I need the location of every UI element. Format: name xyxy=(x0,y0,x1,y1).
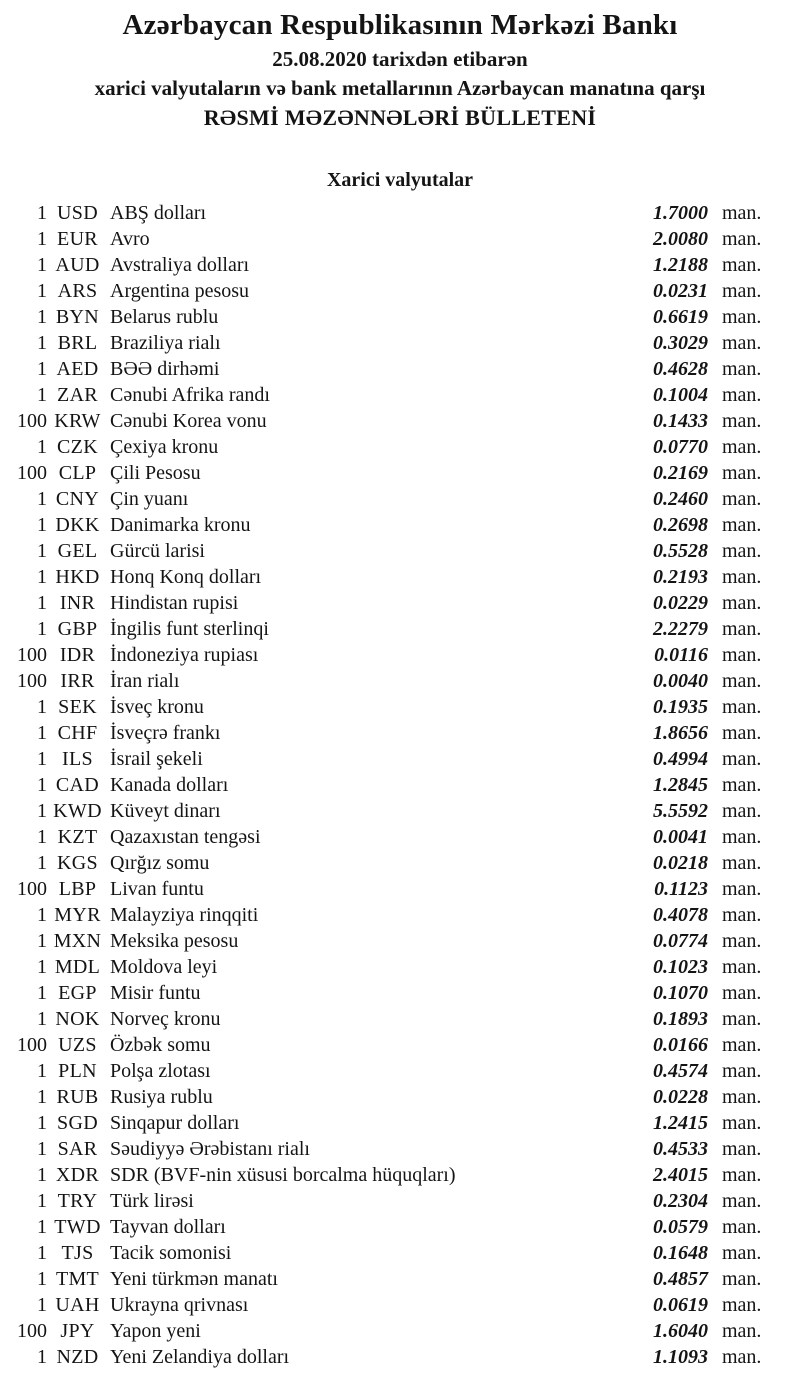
currency-name: İsveç kronu xyxy=(110,695,204,718)
rate-unit: man. xyxy=(722,773,762,796)
rate-unit: man. xyxy=(722,305,762,328)
rate-row xyxy=(0,538,800,564)
currency-name: Səudiyyə Ərəbistanı rialı xyxy=(110,1137,310,1160)
rate-quantity: 1 xyxy=(37,227,47,250)
currency-code: CAD xyxy=(55,773,100,796)
rate-value: 0.4078 xyxy=(653,903,708,926)
rate-unit: man. xyxy=(722,279,762,302)
rate-quantity: 1 xyxy=(37,435,47,458)
rate-value: 0.2698 xyxy=(653,513,708,536)
rate-unit: man. xyxy=(722,1267,762,1290)
currency-name: Polşa zlotası xyxy=(110,1059,211,1082)
currency-code: HKD xyxy=(55,565,100,588)
rate-quantity: 1 xyxy=(37,929,47,952)
rate-quantity: 1 xyxy=(37,1241,47,1264)
currency-name: SDR (BVF-nin xüsusi borcalma hüquqları) xyxy=(110,1163,456,1186)
rate-value: 0.1648 xyxy=(653,1241,708,1264)
rate-row xyxy=(0,304,800,330)
rate-value: 0.2460 xyxy=(653,487,708,510)
currency-name: Gürcü larisi xyxy=(110,539,205,562)
rate-row xyxy=(0,980,800,1006)
rate-quantity: 100 xyxy=(17,1319,47,1342)
rate-value: 0.2304 xyxy=(653,1189,708,1212)
rate-quantity: 1 xyxy=(37,1345,47,1368)
currency-name: Malayziya rinqqiti xyxy=(110,903,259,926)
currency-code: KZT xyxy=(57,825,98,848)
rate-value: 0.0041 xyxy=(653,825,708,848)
rate-unit: man. xyxy=(722,669,762,692)
currency-code: KRW xyxy=(54,409,101,432)
currency-code: IDR xyxy=(59,643,96,666)
rate-value: 0.0770 xyxy=(653,435,708,458)
rate-quantity: 1 xyxy=(37,357,47,380)
currency-code: GBP xyxy=(57,617,98,640)
currency-name: Livan funtu xyxy=(110,877,204,900)
rate-unit: man. xyxy=(722,955,762,978)
currency-code: TJS xyxy=(61,1241,94,1264)
currency-code: NOK xyxy=(55,1007,100,1030)
currency-code: CHF xyxy=(57,721,98,744)
rate-row xyxy=(0,590,800,616)
rate-value: 1.2188 xyxy=(653,253,708,276)
currency-code: TWD xyxy=(54,1215,101,1238)
rate-value: 0.1123 xyxy=(654,877,708,900)
rate-value: 0.1004 xyxy=(653,383,708,406)
rate-unit: man. xyxy=(722,331,762,354)
currency-code: IRR xyxy=(60,669,95,692)
rate-value: 0.2169 xyxy=(653,461,708,484)
rate-row xyxy=(0,746,800,772)
rate-value: 0.4533 xyxy=(653,1137,708,1160)
rate-unit: man. xyxy=(722,903,762,926)
currency-code: CLP xyxy=(58,461,97,484)
rate-unit: man. xyxy=(722,1007,762,1030)
rate-row xyxy=(0,876,800,902)
rate-unit: man. xyxy=(722,747,762,770)
rate-row xyxy=(0,798,800,824)
rate-unit: man. xyxy=(722,253,762,276)
rate-quantity: 1 xyxy=(37,1085,47,1108)
currency-name: Qazaxıstan tengəsi xyxy=(110,825,261,848)
currency-code: BYN xyxy=(55,305,100,328)
rate-unit: man. xyxy=(722,695,762,718)
rate-unit: man. xyxy=(722,929,762,952)
rate-value: 0.0774 xyxy=(653,929,708,952)
currency-name: Çin yuanı xyxy=(110,487,189,510)
currency-name: Braziliya rialı xyxy=(110,331,221,354)
rate-value: 0.6619 xyxy=(653,305,708,328)
rate-unit: man. xyxy=(722,1033,762,1056)
rate-row xyxy=(0,694,800,720)
rate-unit: man. xyxy=(722,201,762,224)
rate-quantity: 1 xyxy=(37,1215,47,1238)
rate-row xyxy=(0,850,800,876)
rate-quantity: 100 xyxy=(17,643,47,666)
rate-row xyxy=(0,512,800,538)
rate-row xyxy=(0,824,800,850)
currency-code: CZK xyxy=(57,435,98,458)
rate-row xyxy=(0,720,800,746)
rate-value: 0.1935 xyxy=(653,695,708,718)
rate-quantity: 100 xyxy=(17,409,47,432)
rate-unit: man. xyxy=(722,435,762,458)
currency-code: NZD xyxy=(56,1345,99,1368)
currency-code: ZAR xyxy=(57,383,98,406)
rates-table xyxy=(0,200,800,1370)
rate-row xyxy=(0,1214,800,1240)
currency-name: Meksika pesosu xyxy=(110,929,239,952)
currency-name: Tayvan dolları xyxy=(110,1215,226,1238)
rate-row xyxy=(0,1058,800,1084)
rate-quantity: 1 xyxy=(37,799,47,822)
currency-name: Rusiya rublu xyxy=(110,1085,213,1108)
rate-value: 0.0231 xyxy=(653,279,708,302)
rate-row xyxy=(0,1188,800,1214)
rate-unit: man. xyxy=(722,851,762,874)
currency-name: BƏƏ dirhəmi xyxy=(110,357,220,380)
currency-name: Türk lirəsi xyxy=(110,1189,194,1212)
rate-row xyxy=(0,642,800,668)
currency-code: GEL xyxy=(57,539,98,562)
rate-quantity: 1 xyxy=(37,695,47,718)
rate-value: 0.0116 xyxy=(654,643,708,666)
rate-value: 5.5592 xyxy=(653,799,708,822)
rate-unit: man. xyxy=(722,1189,762,1212)
rate-value: 0.4857 xyxy=(653,1267,708,1290)
rate-quantity: 1 xyxy=(37,1111,47,1134)
currency-name: Tacik somonisi xyxy=(110,1241,232,1264)
currency-name: Cənubi Korea vonu xyxy=(110,409,267,432)
rate-unit: man. xyxy=(722,1059,762,1082)
rate-row xyxy=(0,278,800,304)
section-title-foreign-currencies: Xarici valyutalar xyxy=(326,169,474,191)
rate-unit: man. xyxy=(722,591,762,614)
currency-code: INR xyxy=(59,591,96,614)
rate-row xyxy=(0,330,800,356)
rate-value: 2.2279 xyxy=(653,617,708,640)
rate-value: 1.2845 xyxy=(653,773,708,796)
rate-quantity: 1 xyxy=(37,1137,47,1160)
currency-name: Belarus rublu xyxy=(110,305,219,328)
rate-quantity: 1 xyxy=(37,383,47,406)
currency-code: SGD xyxy=(57,1111,98,1134)
rate-row xyxy=(0,382,800,408)
official-rates-bulletin-title: RƏSMİ MƏZƏNNƏLƏRİ BÜLLETENİ xyxy=(203,105,597,130)
currency-name: Norveç kronu xyxy=(110,1007,221,1030)
rate-row xyxy=(0,226,800,252)
currency-code: ILS xyxy=(62,747,93,770)
rate-value: 0.5528 xyxy=(653,539,708,562)
rate-unit: man. xyxy=(722,1293,762,1316)
currency-code: EUR xyxy=(57,227,98,250)
currency-code: KWD xyxy=(53,799,102,822)
rate-quantity: 1 xyxy=(37,1267,47,1290)
currency-name: ABŞ dolları xyxy=(110,201,207,224)
currency-name: İndoneziya rupiası xyxy=(110,643,259,666)
rate-quantity: 1 xyxy=(37,1189,47,1212)
currency-name: Çexiya kronu xyxy=(110,435,219,458)
currency-code: UZS xyxy=(58,1033,97,1056)
rate-quantity: 1 xyxy=(37,1293,47,1316)
effective-date-line: 25.08.2020 tarixdən etibarən xyxy=(272,47,528,71)
rate-quantity: 1 xyxy=(37,1007,47,1030)
rate-value: 1.6040 xyxy=(653,1319,708,1342)
currency-name: İran rialı xyxy=(110,669,180,692)
rate-row xyxy=(0,434,800,460)
rate-unit: man. xyxy=(722,539,762,562)
rate-quantity: 100 xyxy=(17,1033,47,1056)
rate-value: 0.1023 xyxy=(653,955,708,978)
rate-quantity: 1 xyxy=(37,513,47,536)
rate-row xyxy=(0,200,800,226)
rate-value: 0.2193 xyxy=(653,565,708,588)
rate-value: 0.0619 xyxy=(653,1293,708,1316)
rate-row xyxy=(0,1006,800,1032)
rate-unit: man. xyxy=(722,227,762,250)
rate-row xyxy=(0,1136,800,1162)
currency-code: AED xyxy=(56,357,99,380)
rate-row xyxy=(0,1032,800,1058)
rate-unit: man. xyxy=(722,409,762,432)
rate-quantity: 1 xyxy=(37,825,47,848)
bulletin-header xyxy=(0,0,800,133)
rate-quantity: 1 xyxy=(37,539,47,562)
rate-row xyxy=(0,1344,800,1370)
currency-name: Sinqapur dolları xyxy=(110,1111,240,1134)
rate-quantity: 1 xyxy=(37,773,47,796)
rate-quantity: 1 xyxy=(37,331,47,354)
currency-code: DKK xyxy=(55,513,100,536)
rate-row xyxy=(0,1318,800,1344)
rate-value: 0.1893 xyxy=(653,1007,708,1030)
rate-unit: man. xyxy=(722,513,762,536)
currency-name: Moldova leyi xyxy=(110,955,218,978)
rate-value: 0.3029 xyxy=(653,331,708,354)
currency-code: SAR xyxy=(57,1137,98,1160)
rate-value: 0.4574 xyxy=(653,1059,708,1082)
rate-row xyxy=(0,408,800,434)
rate-quantity: 100 xyxy=(17,669,47,692)
rate-row xyxy=(0,1292,800,1318)
rate-unit: man. xyxy=(722,825,762,848)
rate-row xyxy=(0,954,800,980)
rate-unit: man. xyxy=(722,1137,762,1160)
rate-unit: man. xyxy=(722,383,762,406)
currency-name: Qırğız somu xyxy=(110,851,210,874)
rate-unit: man. xyxy=(722,487,762,510)
currency-code: LBP xyxy=(58,877,97,900)
currency-code: TRY xyxy=(57,1189,98,1212)
currency-code: JPY xyxy=(60,1319,95,1342)
currency-code: UAH xyxy=(55,1293,100,1316)
rate-value: 0.0579 xyxy=(653,1215,708,1238)
rate-quantity: 1 xyxy=(37,305,47,328)
rate-unit: man. xyxy=(722,877,762,900)
currency-name: İngilis funt sterlinqi xyxy=(110,617,269,640)
rate-quantity: 1 xyxy=(37,721,47,744)
rate-row xyxy=(0,1266,800,1292)
rate-value: 0.0228 xyxy=(653,1085,708,1108)
rate-value: 0.1070 xyxy=(653,981,708,1004)
currency-name: Küveyt dinarı xyxy=(110,799,221,822)
currency-name: Yapon yeni xyxy=(110,1319,201,1342)
currency-name: Kanada dolları xyxy=(110,773,229,796)
rate-unit: man. xyxy=(722,799,762,822)
rate-unit: man. xyxy=(722,1319,762,1342)
currency-name: Çili Pesosu xyxy=(110,461,201,484)
rate-quantity: 1 xyxy=(37,279,47,302)
currency-code: MDL xyxy=(54,955,101,978)
rate-row xyxy=(0,616,800,642)
currency-name: Avstraliya dolları xyxy=(110,253,250,276)
rate-value: 1.8656 xyxy=(653,721,708,744)
rate-row xyxy=(0,1084,800,1110)
rate-row xyxy=(0,252,800,278)
rate-quantity: 1 xyxy=(37,747,47,770)
rate-quantity: 1 xyxy=(37,201,47,224)
rate-value: 2.4015 xyxy=(653,1163,708,1186)
rate-value: 0.4994 xyxy=(653,747,708,770)
rate-quantity: 1 xyxy=(37,903,47,926)
rate-quantity: 1 xyxy=(37,955,47,978)
currency-name: İsrail şekeli xyxy=(110,747,203,770)
currency-code: XDR xyxy=(55,1163,100,1186)
currency-name: Yeni türkmən manatı xyxy=(110,1267,278,1290)
currency-name: Hindistan rupisi xyxy=(110,591,239,614)
rate-unit: man. xyxy=(722,1345,762,1368)
rate-row xyxy=(0,356,800,382)
rate-value: 0.0040 xyxy=(653,669,708,692)
currency-name: Cənubi Afrika randı xyxy=(110,383,270,406)
rate-value: 1.2415 xyxy=(653,1111,708,1134)
rate-unit: man. xyxy=(722,357,762,380)
rate-value: 1.7000 xyxy=(653,201,708,224)
rate-value: 0.0218 xyxy=(653,851,708,874)
currency-name: Avro xyxy=(110,227,150,250)
rate-quantity: 1 xyxy=(37,851,47,874)
currency-code: CNY xyxy=(55,487,100,510)
rate-unit: man. xyxy=(722,981,762,1004)
currency-name: Yeni Zelandiya dolları xyxy=(110,1345,290,1368)
rate-unit: man. xyxy=(722,565,762,588)
rate-quantity: 1 xyxy=(37,1163,47,1186)
rate-unit: man. xyxy=(722,721,762,744)
rate-value: 0.0229 xyxy=(653,591,708,614)
rate-unit: man. xyxy=(722,643,762,666)
currency-code: KGS xyxy=(57,851,98,874)
currency-code: PLN xyxy=(58,1059,97,1082)
rate-quantity: 1 xyxy=(37,487,47,510)
currency-name: Argentina pesosu xyxy=(110,279,250,302)
rate-value: 0.4628 xyxy=(653,357,708,380)
bulletin-subtitle: xarici valyutaların və bank metallarının Azərbaycan manatına qarşı xyxy=(94,76,706,100)
rate-row xyxy=(0,1110,800,1136)
rate-quantity: 100 xyxy=(17,461,47,484)
rate-unit: man. xyxy=(722,1215,762,1238)
rate-quantity: 100 xyxy=(17,877,47,900)
rate-unit: man. xyxy=(722,1085,762,1108)
rate-row xyxy=(0,564,800,590)
rate-quantity: 1 xyxy=(37,617,47,640)
currency-code: EGP xyxy=(58,981,97,1004)
currency-name: Özbək somu xyxy=(110,1033,211,1056)
currency-name: Ukrayna qrivnası xyxy=(110,1293,249,1316)
currency-code: SEK xyxy=(58,695,97,718)
currency-code: USD xyxy=(57,201,98,224)
rate-row xyxy=(0,460,800,486)
rate-row xyxy=(0,668,800,694)
rate-quantity: 1 xyxy=(37,253,47,276)
currency-name: Danimarka kronu xyxy=(110,513,251,536)
rate-value: 2.0080 xyxy=(653,227,708,250)
rate-quantity: 1 xyxy=(37,591,47,614)
currency-name: Honq Konq dolları xyxy=(110,565,262,588)
rate-quantity: 1 xyxy=(37,981,47,1004)
rate-row xyxy=(0,1240,800,1266)
rate-unit: man. xyxy=(722,617,762,640)
currency-code: TMT xyxy=(55,1267,100,1290)
rate-quantity: 1 xyxy=(37,565,47,588)
rate-value: 0.1433 xyxy=(653,409,708,432)
rate-value: 0.0166 xyxy=(653,1033,708,1056)
rate-quantity: 1 xyxy=(37,1059,47,1082)
rate-unit: man. xyxy=(722,1163,762,1186)
rate-row xyxy=(0,1162,800,1188)
rate-row xyxy=(0,902,800,928)
currency-code: MXN xyxy=(53,929,102,952)
currency-code: ARS xyxy=(57,279,98,302)
currency-code: MYR xyxy=(54,903,101,926)
rate-unit: man. xyxy=(722,1241,762,1264)
rate-row xyxy=(0,928,800,954)
currency-code: BRL xyxy=(57,331,98,354)
currency-name: Misir funtu xyxy=(110,981,201,1004)
rate-unit: man. xyxy=(722,1111,762,1134)
rate-row xyxy=(0,772,800,798)
bank-title: Azərbaycan Respublikasının Mərkəzi Bankı xyxy=(122,9,678,41)
rate-row xyxy=(0,486,800,512)
rate-value: 1.1093 xyxy=(653,1345,708,1368)
currency-code: RUB xyxy=(56,1085,99,1108)
currency-code: AUD xyxy=(55,253,100,276)
currency-name: İsveçrə frankı xyxy=(110,721,221,744)
rate-unit: man. xyxy=(722,461,762,484)
